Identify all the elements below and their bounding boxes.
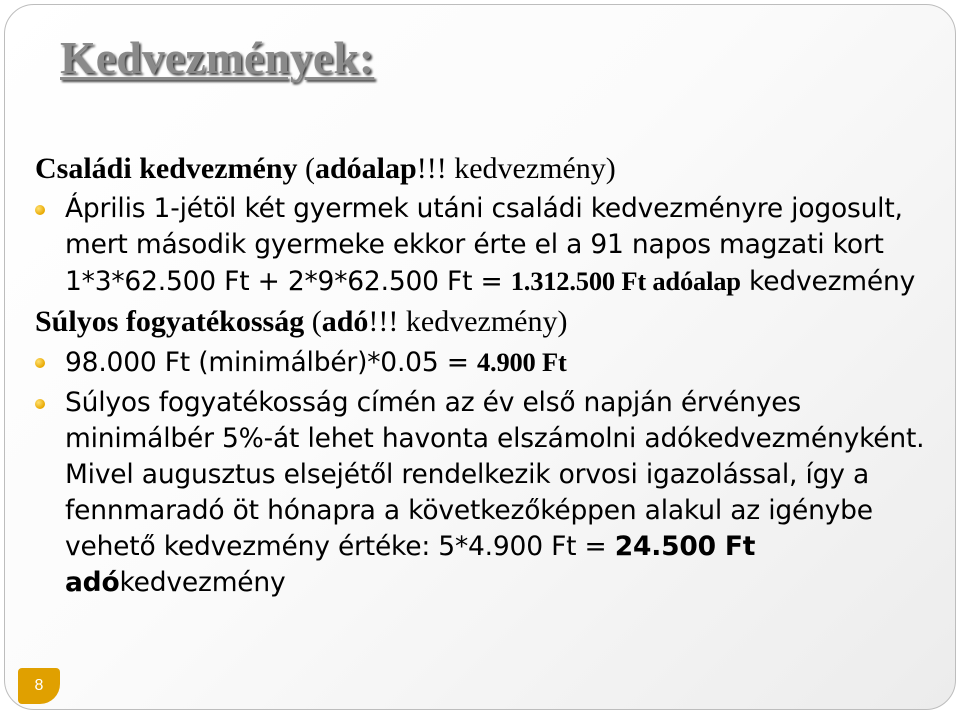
item-bold-text: 24.500 Ft adó — [65, 531, 756, 598]
list-item-text — [65, 385, 925, 601]
slide-title: Kedvezmények: — [60, 32, 375, 83]
item-text: kedvezmény — [119, 567, 286, 598]
bullet-icon — [35, 205, 45, 215]
bullet-icon — [35, 399, 45, 409]
heading-text: ( — [297, 152, 315, 185]
list-item — [35, 385, 925, 601]
section-heading-family-allowance — [35, 151, 925, 187]
heading-text: ( — [304, 305, 322, 338]
item-text: kedvezmény — [740, 266, 916, 297]
bullet-icon — [35, 358, 45, 368]
list-item-text — [65, 191, 925, 300]
list-item — [35, 344, 925, 381]
heading-bold: adóalap — [315, 152, 417, 185]
item-text: Súlyos fogyatékosság címén az év első napján érvényes minimálbér 5%-át lehet havonta elszámolni adókedvezményként. Mivel augusztus elsejétől rendelkezik orvosi igazolással, így a fennmaradó öt hónapra a következőképpen alakul az igénybe vehető kedvezmény értéke: 5*4.900 Ft = — [65, 387, 925, 562]
heading-bold: adó — [321, 305, 369, 338]
section-heading-disability — [35, 304, 925, 340]
page-number-badge: 8 — [18, 668, 60, 704]
heading-text: !!! kedvezmény) — [368, 305, 568, 338]
item-bold-text: 1.312.500 Ft adóalap — [510, 266, 741, 296]
list-item-text — [65, 344, 925, 381]
item-text: 98.000 Ft (minimálbér)*0.05 = — [65, 347, 477, 378]
heading-text: !!! kedvezmény) — [416, 152, 616, 185]
list-item — [35, 191, 925, 300]
heading-bold: Súlyos fogyatékosság — [35, 305, 305, 338]
slide-content — [35, 151, 925, 605]
item-bold-text: 4.900 Ft — [476, 347, 567, 377]
item-text: Április 1-jétöl két gyermek utáni családi kedvezményre jogosult, mert második gyermeke ekkor érte el a 91 napos magzati kort 1*3*62.500 Ft + 2*9*62.500 Ft = — [65, 193, 903, 297]
slide — [4, 4, 956, 710]
heading-bold: Családi kedvezmény — [35, 152, 298, 185]
